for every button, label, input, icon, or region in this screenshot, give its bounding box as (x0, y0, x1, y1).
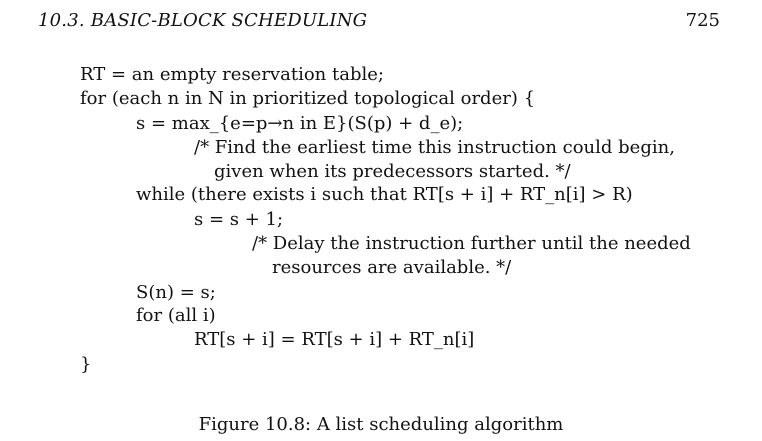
code-line-close-brace: } (80, 354, 92, 375)
code-line-assign: S(n) = s; (136, 282, 216, 303)
code-comment-line-1: /* Find the earliest time this instruction could begin, (194, 137, 675, 158)
code-line-increment: s = s + 1; (194, 209, 284, 230)
code-comment-line-2: given when its predecessors started. */ (214, 161, 571, 182)
code-line-3: s = max_{e=p→n in E}(S(p) + d_e); (136, 113, 464, 134)
code-line-while: while (there exists i such that RT[s + i] + RT_n[i] > R) (136, 184, 633, 205)
code-line-update: RT[s + i] = RT[s + i] + RT_n[i] (194, 329, 475, 350)
figure-caption: Figure 10.8: A list scheduling algorithm (198, 414, 564, 435)
running-header-section: 10.3. BASIC-BLOCK SCHEDULING (38, 10, 368, 31)
code-line-1: RT = an empty reservation table; (80, 64, 384, 85)
code-comment-line-3: /* Delay the instruction further until the needed (252, 233, 691, 254)
code-line-for-all: for (all i) (136, 305, 216, 326)
page-number: 725 (685, 10, 720, 31)
code-line-2: for (each n in N in prioritized topological order) { (80, 88, 536, 109)
code-comment-line-4: resources are available. */ (272, 257, 512, 278)
